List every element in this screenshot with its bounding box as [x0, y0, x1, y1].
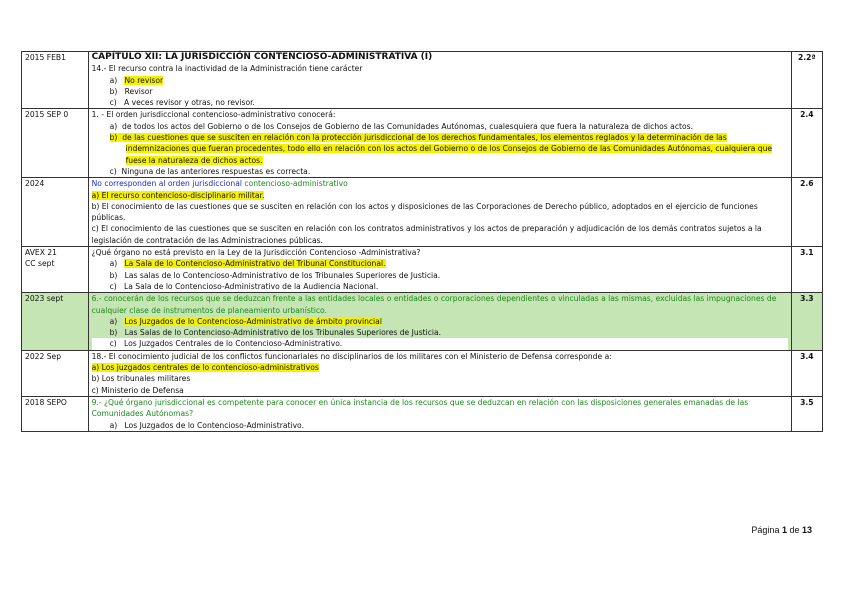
answer-option: a) No revisor [109, 75, 164, 85]
answer-option: b) El conocimiento de las cuestiones que se susciten en relación con los actos y disposiciones de las Corporaciones de Derecho público, adoptados en el ejercicio de funciones públicas. [91, 201, 758, 223]
row-date: 2015 FEB1 [22, 52, 89, 109]
page-footer [751, 525, 812, 535]
current-page: 1 [781, 525, 787, 535]
row-reference: 2.6 [791, 178, 822, 247]
row-date: 2018 SEPO [22, 396, 89, 431]
answer-option: c) La Sala de lo Contencioso-Administrativo de la Audiencia Nacional. [109, 281, 379, 291]
row-date: 2022 Sep [22, 350, 89, 396]
row-reference: 2.2ª [791, 52, 822, 109]
row-content [88, 293, 791, 350]
row-content [88, 396, 791, 431]
table-row [22, 247, 823, 293]
table-row [22, 109, 823, 178]
row-date: 2023 sept [22, 293, 89, 350]
answer-option: c) El conocimiento de las cuestiones que se susciten en relación con los contratos administrativos y los actos de preparación y adjudicación de los demás contratos sujetos a la legislación de contratación de las Administraciones públicas. [91, 224, 762, 245]
answer-option: c) Los Juzgados Centrales de lo Contencioso-Administrativo. [92, 338, 788, 349]
answer-option: b) Las salas de lo Contencioso-Administrativo de los Tribunales Superiores de Justicia. [109, 270, 441, 280]
answer-option: b) Revisor [109, 86, 153, 96]
row-content [88, 178, 791, 247]
answer-option: a) Los juzgados centrales de lo contencioso-administrativos [91, 363, 319, 373]
answer-option: b) Los tribunales militares [91, 374, 191, 384]
row-content [88, 350, 791, 396]
row-date: 2015 SEP 0 [22, 109, 89, 178]
row-reference: 3.4 [791, 350, 822, 396]
table-row [22, 350, 823, 396]
footer-middle: de [786, 525, 802, 535]
table-row [22, 178, 823, 247]
table-row [22, 52, 823, 109]
row-content [88, 52, 791, 109]
answer-option: a) La Sala de lo Contencioso-Administrativo del Tribunal Constitucional. [109, 259, 386, 269]
table-row [22, 396, 823, 431]
answer-option: c) Ninguna de las anteriores respuestas es correcta. [109, 166, 311, 176]
question-text: 9.- ¿Qué órgano jurisdiccional es competente para conocer en única instancia de los recursos que se deduzcan en relación con las disposiciones generales emanadas de las Comunidades Autónomas? [91, 397, 749, 419]
footer-prefix: Página [751, 525, 782, 535]
question-text: ¿Qué órgano no está previsto en la Ley de la Jurisdicción Contencioso -Administrativa? [91, 248, 421, 258]
row-reference: 3.5 [791, 396, 822, 431]
row-reference: 3.1 [791, 247, 822, 293]
row-reference: 3.3 [791, 293, 822, 350]
question-text: 6.- conocerán de los recursos que se deduzcan frente a las entidades locales o entidades o corporaciones dependientes o vinculadas a las mismas, excluidas las impugnaciones de cualquier clase de instrumentos de planeamiento urbanístico. [91, 294, 777, 315]
row-content [88, 109, 791, 178]
row-date: AVEX 21 CC sept [22, 247, 89, 293]
row-date: 2024 [22, 178, 89, 247]
answer-option: c) Ministerio de Defensa [91, 385, 184, 395]
answer-option: a) El recurso contencioso-disciplinario militar. [91, 190, 265, 200]
row-reference: 2.4 [791, 109, 822, 178]
question-text: 18.- El conocimiento judicial de los conflictos funcionariales no disciplinarios de los militares con el Ministerio de Defensa corresponde a: [91, 351, 612, 361]
answer-option: a) Los Juzgados de lo Contencioso-Administrativo. [109, 420, 304, 430]
question-text: No corresponden al orden jurisdiccional contencioso-administrativo [91, 179, 348, 189]
answer-option: c) A veces revisor y otras, no revisor. [109, 98, 255, 108]
table-row [22, 293, 823, 350]
total-pages: 13 [801, 525, 812, 535]
answer-option: a) de todos los actos del Gobierno o de los Consejos de Gobierno de las Comunidades Autónomas, cualesquiera que fuera la naturaleza de dichos actos. [109, 121, 693, 131]
answer-option: a) Los Juzgados de lo Contencioso-Administrativo de ámbito provincial [109, 316, 382, 326]
answer-option: b) Las Salas de lo Contencioso-Administrativo de los Tribunales Superiores de Justicia. [109, 328, 442, 338]
question-text: 1. - El orden jurisdiccional contencioso-administrativo conocerá: [91, 110, 336, 120]
chapter-title: CAPÍTULO XII: LA JURISDICCIÓN CONTENCIOSO-ADMINISTRATIVA (I) [91, 52, 433, 62]
row-content [88, 247, 791, 293]
question-text: 14.- El recurso contra la inactividad de la Administración tiene carácter [91, 64, 363, 74]
answer-option: b) de las cuestiones que se susciten en relación con la protección jurisdiccional de los derechos fundamentales, los elementos reglados y la determinación de las indemnizaciones que fueran procedentes, todo ello en relación con los actos del Gobierno o de los Consejos de Gobierno de las Comunidades Autónomas, cualquiera que fuese la naturaleza de dichos actos. [109, 133, 773, 165]
questions-table [21, 51, 823, 432]
